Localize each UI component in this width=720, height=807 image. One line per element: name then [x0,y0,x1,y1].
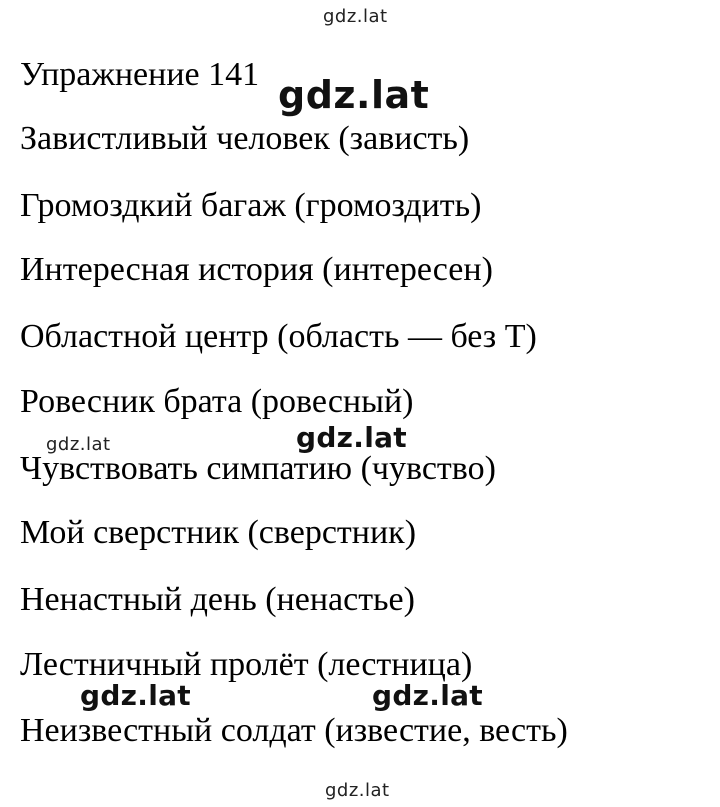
watermark-lower-left: gdz.lat [80,679,191,712]
answer-line-2: Громоздкий багаж (громоздить) [20,187,482,224]
answer-line-10: Неизвестный солдат (известие, весть) [20,712,568,749]
watermark-top: gdz.lat [323,6,388,27]
answer-line-9: Лестничный пролёт (лестница) [20,646,473,683]
watermark-bottom: gdz.lat [325,780,390,801]
answer-line-6: Чувствовать симпатию (чувство) [20,450,496,487]
answer-line-1: Завистливый человек (зависть) [20,120,470,157]
watermark-title-overlay: gdz.lat [278,73,430,117]
answer-line-8: Ненастный день (ненастье) [20,581,415,618]
watermark-middle-center: gdz.lat [296,421,407,454]
answer-line-5: Ровесник брата (ровесный) [20,383,414,420]
watermark-middle-left: gdz.lat [46,434,111,455]
exercise-title: Упражнение 141 [20,56,260,93]
answer-line-3: Интересная история (интересен) [20,251,493,288]
watermark-lower-center: gdz.lat [372,679,483,712]
answer-line-4: Областной центр (область — без Т) [20,318,537,355]
answer-line-7: Мой сверстник (сверстник) [20,514,417,551]
